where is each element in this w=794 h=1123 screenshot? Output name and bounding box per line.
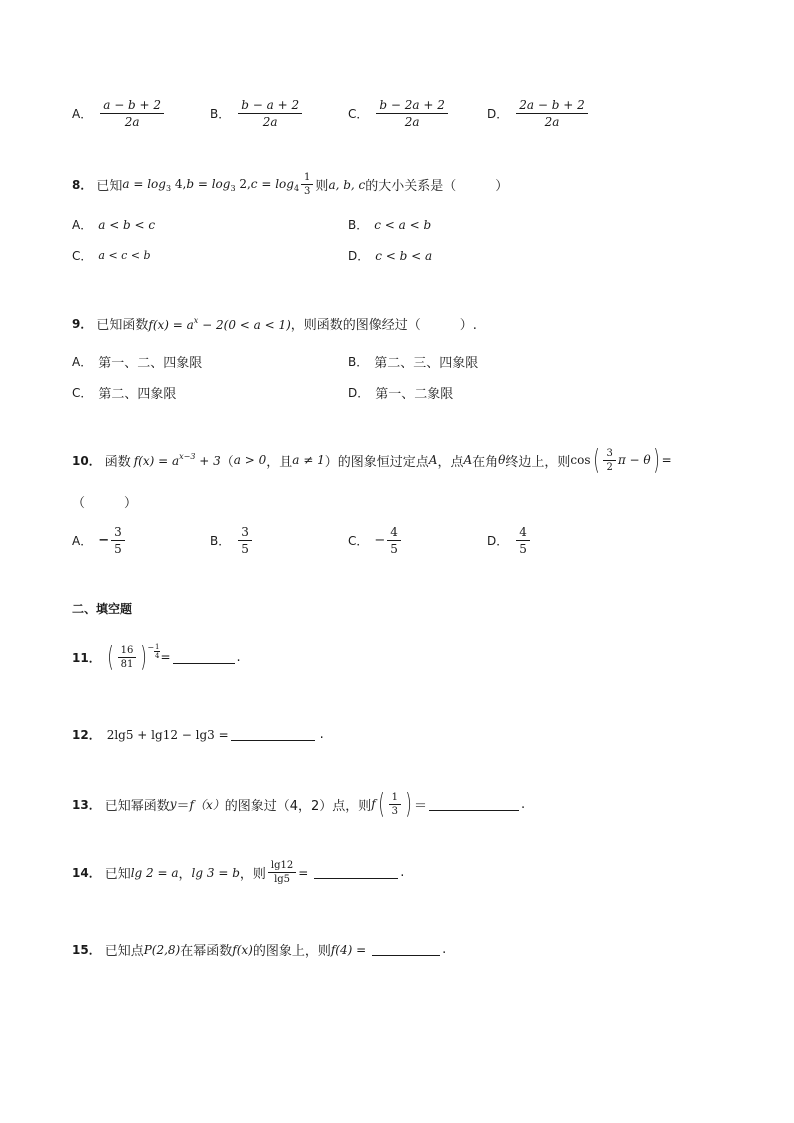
fraction-numerator: 2a − b + 2 [516, 98, 587, 114]
left-paren: ( [592, 443, 600, 476]
math-vars: a, b, c [328, 177, 366, 192]
q14-stem: 14． 已知 lg 2 = a ， lg 3 = b ，则 $\frac{\lg 12}{\lg 5}$ = . [72, 860, 405, 885]
fraction-numerator: b − a + 2 [238, 98, 302, 114]
option-fraction [516, 98, 587, 129]
question-number: 12． [72, 728, 101, 742]
q13-stem: 13． 已知幂函数 y ＝ f（x） 的图象过（4，2）点，则 f ( $\frac{1}{3}$ ) ＝ . [72, 787, 526, 820]
q8-option-c[interactable]: C． a < c < b [72, 249, 151, 263]
exponent: − $\frac{1}{4}$ [147, 643, 160, 660]
q10-stem: 10． 函数 $f(x) = a^{x-3} + 3$ （ a > 0 ，且 a ≠ 1 ）的图象恒过定点 A ，点 A 在角 θ 终边上，则 cos ( $\frac{3}{2}$ π − θ ) = [72, 443, 672, 476]
option-label: D． [487, 107, 509, 121]
q15-stem: 15． 已知点 P(2,8) 在幂函数 f(x) 的图象上，则 f(4) = . [72, 942, 447, 959]
q8-option-a[interactable]: A． a < b < c [72, 217, 156, 232]
fraction-numerator: a − b + 2 [100, 98, 164, 114]
option-fraction [376, 98, 447, 129]
stem-text: ，则函数的图像经过（ ）. [290, 318, 477, 333]
stem-text: 的大小关系是（ ） [365, 179, 509, 194]
q8-stem [72, 172, 508, 197]
question-number: 11． [72, 650, 101, 665]
math-a: $a = \log_3 4$, [122, 176, 187, 193]
math-function: $f(x) = a^x - 2(0 < a < 1)$ [148, 315, 291, 332]
right-paren: ) [652, 443, 660, 476]
q9-option-c[interactable]: C． 第二、四象限 [72, 386, 177, 402]
stem-text: 函数 [104, 454, 131, 470]
q10-option-d[interactable]: D． $\frac{4}{5}$ [487, 525, 532, 556]
q9-option-b[interactable]: B． 第二、三、四象限 [348, 355, 479, 371]
math-c: $c = \log_4$ [250, 176, 300, 193]
answer-blank[interactable] [372, 943, 440, 956]
base-fraction: $\frac{16}{81}$ [118, 645, 137, 670]
section-heading: 二、填空题 [72, 602, 133, 616]
option-label: B． [210, 107, 231, 121]
q7-option-c[interactable] [348, 98, 450, 129]
fraction-denominator: 2a [124, 115, 140, 129]
q11-stem: 11． ( $\frac{16}{81}$ ) − $\frac{1}{4}$ = . [72, 640, 241, 673]
fraction-denominator: 2a [262, 115, 278, 129]
question-number: 10． [72, 453, 101, 468]
q7-option-b[interactable] [210, 98, 304, 129]
q10-option-c[interactable]: C． − $\frac{4}{5}$ [348, 525, 403, 556]
answer-blank[interactable] [314, 866, 398, 879]
option-fraction [238, 98, 302, 129]
stem-text: 已知 [96, 179, 123, 194]
q8-option-d[interactable]: D． c < b < a [348, 248, 433, 263]
stem-text: 已知函数 [96, 318, 149, 333]
math-c-fraction: $\frac{1}{3}$ [301, 172, 313, 197]
q9-option-d[interactable]: D． 第一、二象限 [348, 386, 454, 402]
option-label: C． [348, 107, 369, 121]
question-number: 15． [72, 943, 101, 957]
answer-blank[interactable] [429, 798, 519, 811]
fraction-numerator: b − 2a + 2 [376, 98, 447, 114]
option-fraction [100, 98, 164, 129]
question-number: 9． [72, 317, 93, 331]
question-number: 13． [72, 797, 101, 812]
q10-answer-paren: （ ） [72, 496, 138, 511]
option-label: A． [72, 107, 93, 121]
q7-option-d[interactable] [487, 98, 590, 129]
q9-stem [72, 314, 477, 333]
q8-option-b[interactable]: B． c < a < b [348, 217, 432, 232]
q10-option-b[interactable]: B． $\frac{3}{5}$ [210, 525, 254, 556]
math-b: $b = \log_3 2$, [186, 176, 251, 193]
fraction-denominator: 2a [404, 115, 420, 129]
question-number: 8． [72, 178, 93, 192]
q10-option-a[interactable]: A． − $\frac{3}{5}$ [72, 525, 127, 556]
answer-blank[interactable] [173, 651, 235, 664]
angle-fraction: $\frac{3}{2}$ [603, 448, 615, 473]
q7-option-a[interactable] [72, 98, 166, 129]
answer-blank[interactable] [231, 728, 315, 741]
stem-text: 则 [315, 179, 329, 194]
math-function: $f(x) = a^{x-3} + 3$ [133, 452, 221, 468]
q9-option-a[interactable]: A． 第一、二、四象限 [72, 355, 203, 371]
question-number: 14． [72, 866, 101, 880]
q12-stem: 12． 2lg5 + lg12 − lg3 = . [72, 727, 324, 742]
fraction-denominator: 2a [544, 115, 560, 129]
